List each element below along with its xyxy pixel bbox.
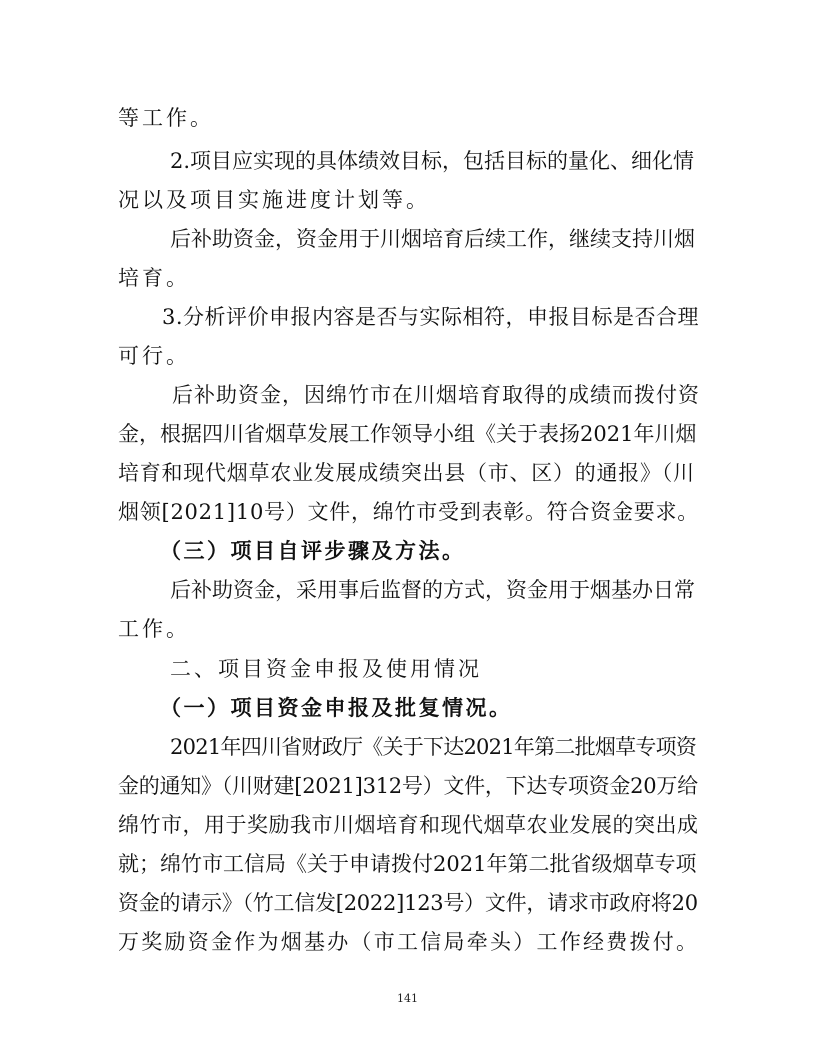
text-line: 况以及项目实施进度计划等。 [118,188,430,212]
text-line: 培育。 [118,266,190,290]
paragraph-start: 后补助资金，采用事后监督的方式，资金用于烟基办日常 [170,578,695,602]
text-line: 培育和现代烟草农业发展成绩突出县（市、区）的通报》（川 [118,461,695,485]
text-line: 工作。 [118,617,190,641]
text-line: 等工作。 [118,106,214,130]
text-line: 就；绵竹市工信局《关于申请拨付2021年第二批省级烟草专项 [118,852,697,876]
text-line: 金，根据四川省烟草发展工作领导小组《关于表扬2021年川烟 [118,422,697,446]
section-heading: （三）项目自评步骤及方法。 [160,538,466,563]
text-line: 烟领[2021]10号）文件，绵竹市受到表彰。符合资金要求。 [118,500,700,524]
chapter-heading: 二、项目资金申报及使用情况 [170,657,482,681]
text-line: 万奖励资金作为烟基办（市工信局牵头）工作经费拨付。 [118,930,700,954]
paragraph-start: 后补助资金，因绵竹市在川烟培育取得的成绩而拨付资 [172,383,700,407]
text-line: 绵竹市，用于奖励我市川烟培育和现代烟草农业发展的突出成 [118,813,699,837]
paragraph-start: 后补助资金，资金用于川烟培育后续工作，继续支持川烟 [170,227,695,251]
text-line: 可行。 [118,344,190,368]
page-number: 141 [397,992,418,1005]
section-heading: （一）项目资金申报及批复情况。 [160,695,513,720]
text-line: 资金的请示》（竹工信发[2022]123号）文件，请求市政府将20 [118,891,698,915]
numbered-item-3: 3.分析评价申报内容是否与实际相符，申报目标是否合理 [162,305,700,329]
paragraph-start: 2021年四川省财政厅《关于下达2021年第二批烟草专项资 [170,735,697,759]
numbered-item-2: 2.项目应实现的具体绩效目标，包括目标的量化、细化情 [170,149,695,173]
text-line: 金的通知》（川财建[2021]312号）文件，下达专项资金20万给 [118,774,698,798]
